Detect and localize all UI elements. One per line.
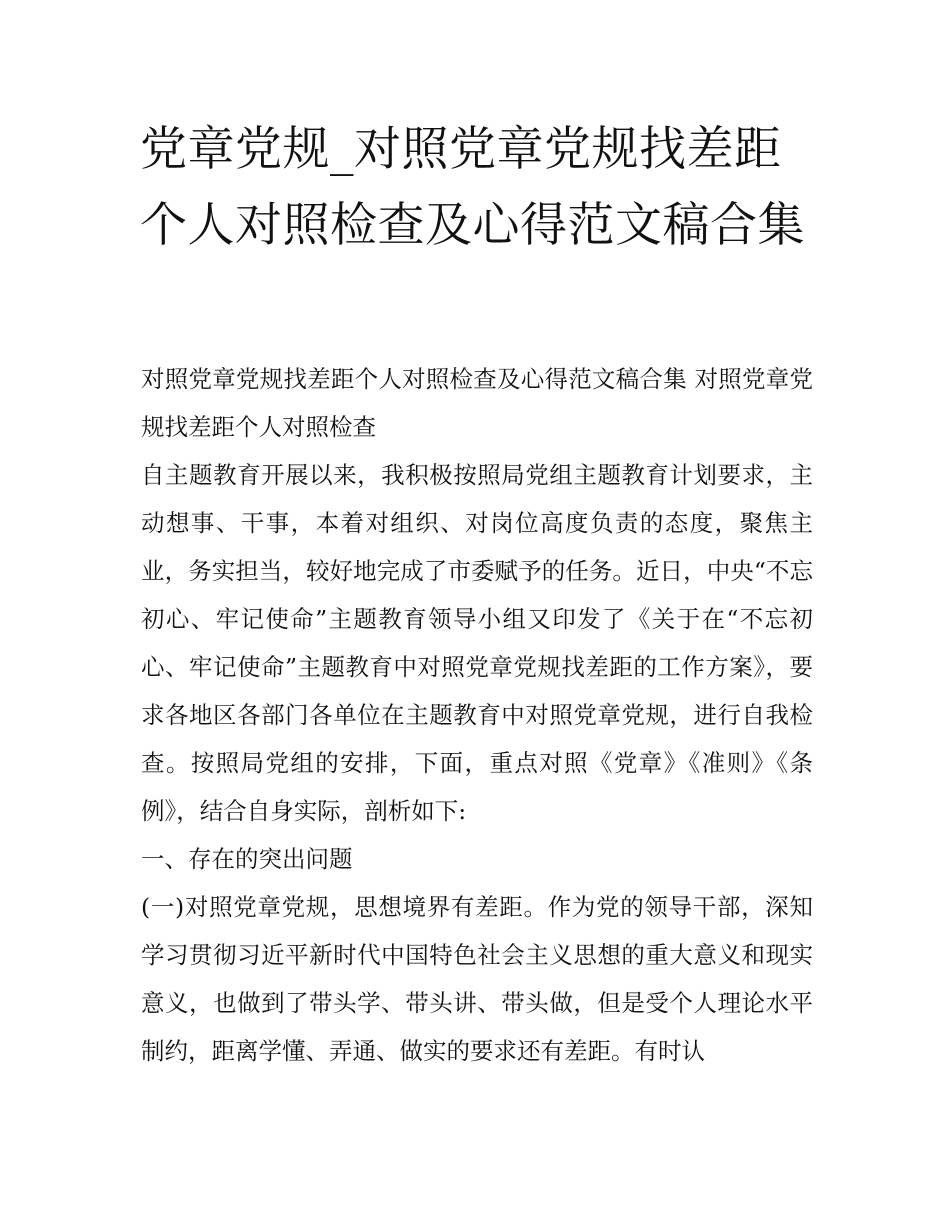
- background-paragraph: 自主题教育开展以来，我积极按照局党组主题教育计划要求，主动想事、干事，本着对组织、对岗位高度负责的态度，聚焦主业，务实担当，较好地完成了市委赋予的任务。近日，中央“不忘初心、牢记使命”主题教育领导小组又印发了《关于在“不忘初心、牢记使命”主题教育中对照党章党规找差距的工作方案》，要求各地区各部门各单位在主题教育中对照党章党规，进行自我检查。按照局党组的安排，下面，重点对照《党章》《准则》《条例》，结合自身实际，剖析如下:: [141, 461, 813, 825]
- document-title: 党章党规_对照党章党规找差距个人对照检查及心得范文稿合集: [140, 122, 805, 253]
- intro-paragraph: 对照党章党规找差距个人对照检查及心得范文稿合集 对照党章党规找差距个人对照检查: [141, 365, 813, 441]
- document-body: [141, 355, 813, 1075]
- issue-paragraph: (一)对照党章党规，思想境界有差距。作为党的领导干部，深知学习贯彻习近平新时代中国特色社会主义思想的重大意义和现实意义，也做到了带头学、带头讲、带头做，但是受个人理论水平制约，距离学懂、弄通、做实的要求还有差距。有时认: [141, 893, 813, 1065]
- section-heading: 一、存在的突出问题: [141, 845, 353, 873]
